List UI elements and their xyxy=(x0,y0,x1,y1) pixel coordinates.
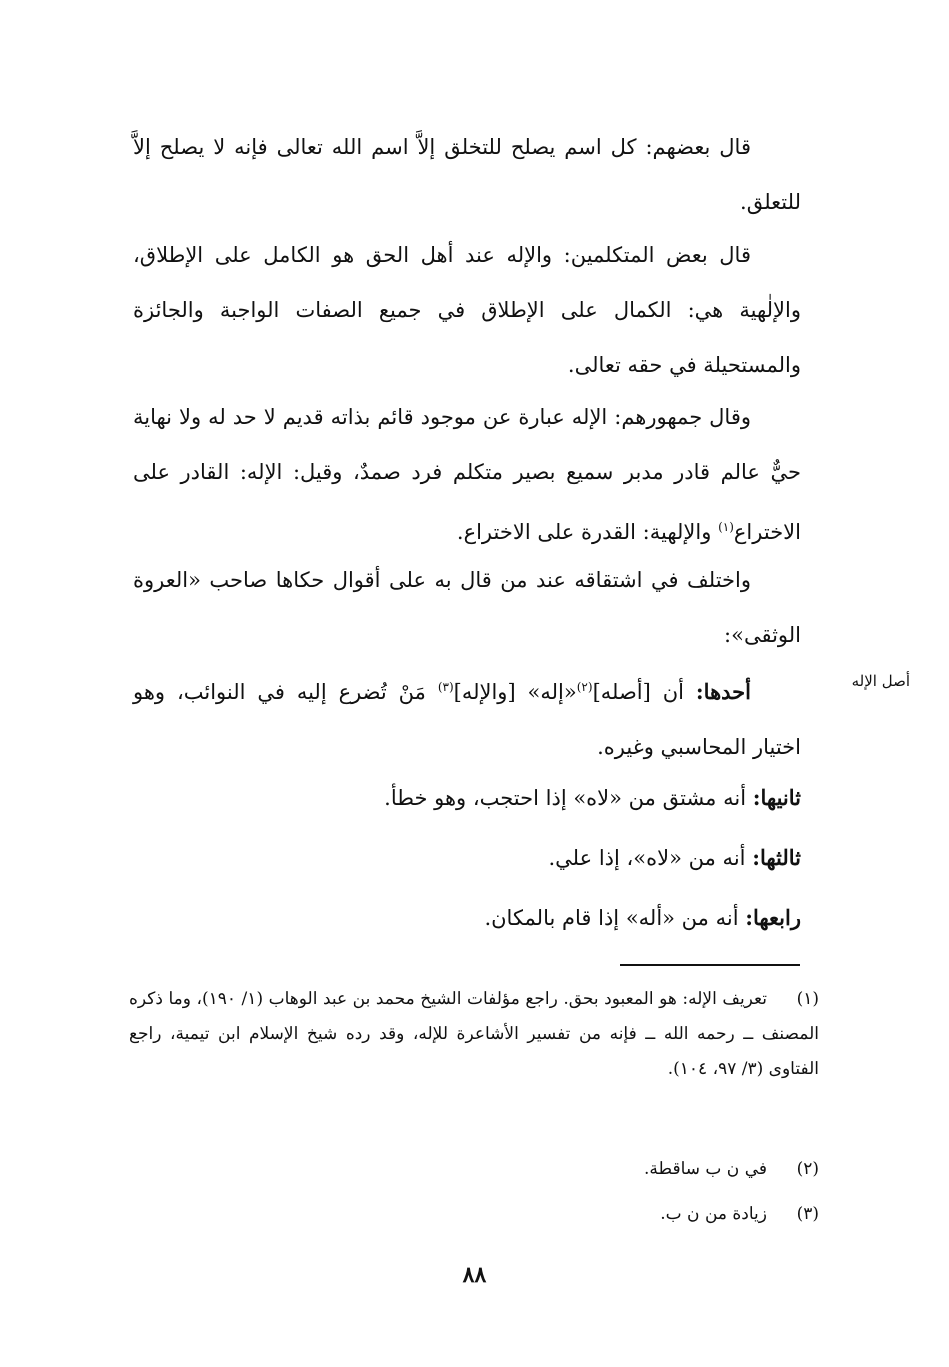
footnote-number: (٣) xyxy=(796,1204,819,1224)
footnote-3 xyxy=(129,1197,819,1232)
paragraph-4-text: واختلف في اشتقاقه عند من قال به على أقوال حكاها صاحب «العروة الوثقى»: xyxy=(133,568,801,647)
item-label: رابعها: xyxy=(745,905,801,930)
margin-note: أصل الإله xyxy=(851,672,910,690)
item-label-first: أحدها: xyxy=(695,679,751,704)
footnote-ref-1[interactable]: (١) xyxy=(718,520,734,534)
paragraph-4 xyxy=(133,553,801,663)
page-number: ٨٨ xyxy=(462,1262,487,1288)
item-label: ثانيها: xyxy=(752,785,801,810)
item-label: ثالثها: xyxy=(752,845,801,870)
paragraph-3-text-b: والإلهية: القدرة على الاختراع. xyxy=(456,520,712,544)
paragraph-5-text-a: أن [أصله] xyxy=(592,680,684,704)
footnote-number: (١) xyxy=(796,989,819,1009)
footnote-divider xyxy=(620,964,800,966)
paragraph-3-text-a: وقال جمهورهم: الإله عبارة عن موجود قائم بذاته قديم لا حد له ولا نهاية حيٌّ عالم قادر مدبر سميع بصير متكلم فرد صمدٌ، وقيل: الإله: القادر على الاختراع xyxy=(133,405,801,544)
footnote-2 xyxy=(129,1152,819,1187)
list-item-third xyxy=(301,838,801,878)
paragraph-5-text-b: «إله» [والإله] xyxy=(453,680,577,704)
list-item-second xyxy=(301,778,801,818)
paragraph-3 xyxy=(133,390,801,560)
item-text: أنه من «أله» إذا قام بالمكان. xyxy=(484,906,739,930)
item-text: أنه مشتق من «لاه» إذا احتجب، وهو خطأ. xyxy=(384,786,747,810)
paragraph-2-text: قال بعض المتكلمين: والإله عند أهل الحق هو الكامل على الإطلاق، والإلٰهية هي: الكمال على الإطلاق في جميع الصفات الواجبة والجائزة والمستحيلة في حقه تعالى. xyxy=(133,243,801,377)
paragraph-1 xyxy=(133,120,801,230)
paragraph-2 xyxy=(133,228,801,393)
footnote-number: (٢) xyxy=(796,1159,819,1179)
footnote-text: تعريف الإله: هو المعبود بحق. راجع مؤلفات الشيخ محمد بن عبد الوهاب (١/ ١٩٠)، وما ذكره المصنف ــ رحمه الله ــ فإنه من تفسير الأشاعرة للإله، وقد رده شيخ الإسلام ابن تيمية، راجع الفتاوى (٣/ ٩٧، ١٠٤). xyxy=(129,989,819,1079)
paragraph-1-text: قال بعضهم: كل اسم يصلح للتخلق إلاَّ اسم الله تعالى فإنه لا يصلح إلاَّ للتعلق. xyxy=(133,135,801,214)
paragraph-5 xyxy=(133,660,801,775)
footnote-ref-3[interactable]: (٣) xyxy=(437,680,454,694)
paragraph-5-text-c: مَنْ تُضرع إليه في النوائب، وهو اختيار المحاسبي وغيره. xyxy=(133,680,801,759)
footnote-1 xyxy=(129,982,819,1087)
list-item-fourth xyxy=(301,898,801,938)
footnote-text: في ن ب ساقطة. xyxy=(643,1159,767,1179)
footnote-ref-2[interactable]: (٢) xyxy=(576,680,593,694)
footnote-text: زيادة من ن ب. xyxy=(660,1204,767,1224)
item-text: أنه من «لاه»، إذا علي. xyxy=(548,846,746,870)
